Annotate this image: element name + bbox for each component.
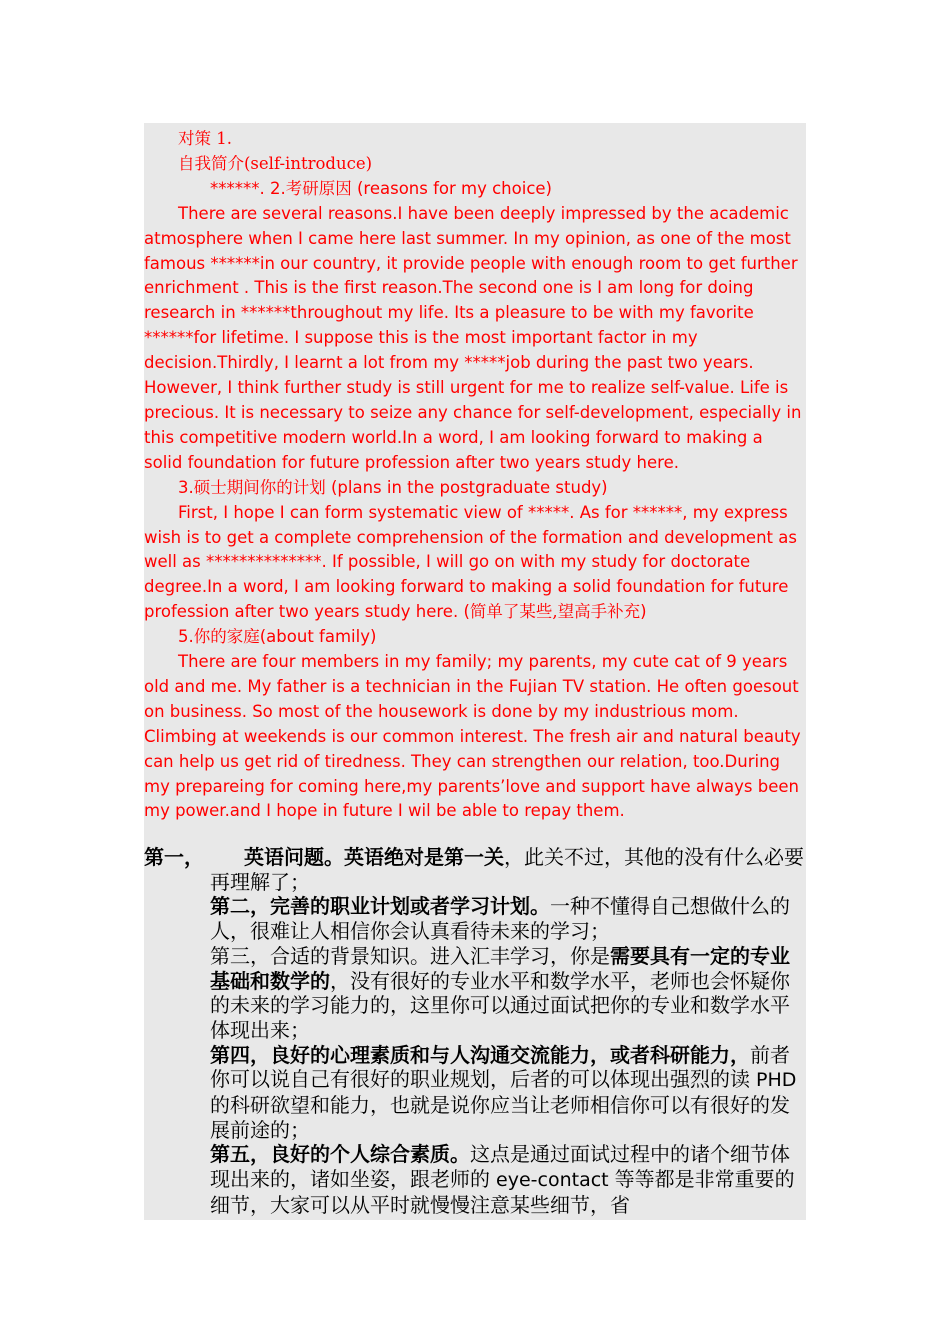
family-paragraph: There are four members in my family; my parents, my cute cat of 9 years old and me. My father is a technician in the Fujian TV station. He often goesout on business. So most of the housework is done by my industrious mom. Climbing at weekends is our common interest. The fresh air and natural beauty can help us get rid of tiredness. They can strengthen our relation, too.During my prepareing for coming here,my parents’love and support have always been my power.and I hope in future I wil be able to repay them. (144, 652, 801, 821)
item-2-heading: ******. 2.考研原因 (reasons for my choice) (210, 178, 552, 198)
english-answers-section (144, 127, 806, 824)
chinese-tips-section (144, 845, 806, 1218)
item-3-heading: 3.硕士期间你的计划 (plans in the postgraduate study) (178, 477, 608, 497)
item-1-subheading: 自我简介(self-introduce) (178, 153, 373, 173)
tip-3: 第三，合适的背景知识。进入汇丰学习，你是需要具有一定的专业基础和数学的，没有很好的专业水平和数学水平，老师也会怀疑你的未来的学习能力的，这里你可以通过面试把你的专业和数学水平体现出来； (210, 943, 790, 1042)
tip-1: 第一， 英语问题。英语绝对是第一关，此关不过，其他的没有什么必要再理解了； (144, 845, 804, 894)
tip-4: 第四，良好的心理素质和与人沟通交流能力，或者科研能力，前者你可以说自己有很好的职业规划，后者的可以体现出强烈的读 PHD 的科研欲望和能力，也就是说你应当让老师相信你可以有很好的发展前途的； (210, 1042, 797, 1142)
reasons-paragraph: There are several reasons.I have been deeply impressed by the academic atmosphere when I came here last summer. In my opinion, as one of the most famous ******in our country, it provide people with enough room to get further enrichment . This is the first reason.The second one is I am long for doing research in ******throughout my life. Its a pleasure to be with my favorite ******for lifetime. I suppose this is the most important factor in my decision.Thirdly, I learnt a lot from my *****job during the past two years. However, I think further study is still urgent for me to realize self-value. Life is precious. It is necessary to seize any chance for self-development, especially in this competitive modern world.In a word, I am looking forward to making a solid foundation for future profession after two years study here. (144, 203, 802, 472)
item-5-heading: 5.你的家庭(about family) (178, 627, 377, 647)
tip-5: 第五，良好的个人综合素质。这点是通过面试过程中的诸个细节体现出来的，诸如坐姿，跟老师的 eye-contact 等等都是非常重要的细节，大家可以从平时就慢慢注意某些细节，省 (210, 1142, 795, 1217)
item-1-heading: 对策 1. (178, 129, 232, 148)
tip-2: 第二，完善的职业计划或者学习计划。一种不懂得自己想做什么的人，很难让人相信你会认真看待未来的学习； (210, 894, 790, 944)
plans-paragraph: First, I hope I can form systematic view of *****. As for ******, my express wish is to get a complete comprehension of the formation and development as well as **************. If possible, I will go on with my study for doctorate degree.In a word, I am looking forward to making a solid foundation for future profession after two years study here. (简单了某些,望高手补充) (144, 502, 797, 622)
